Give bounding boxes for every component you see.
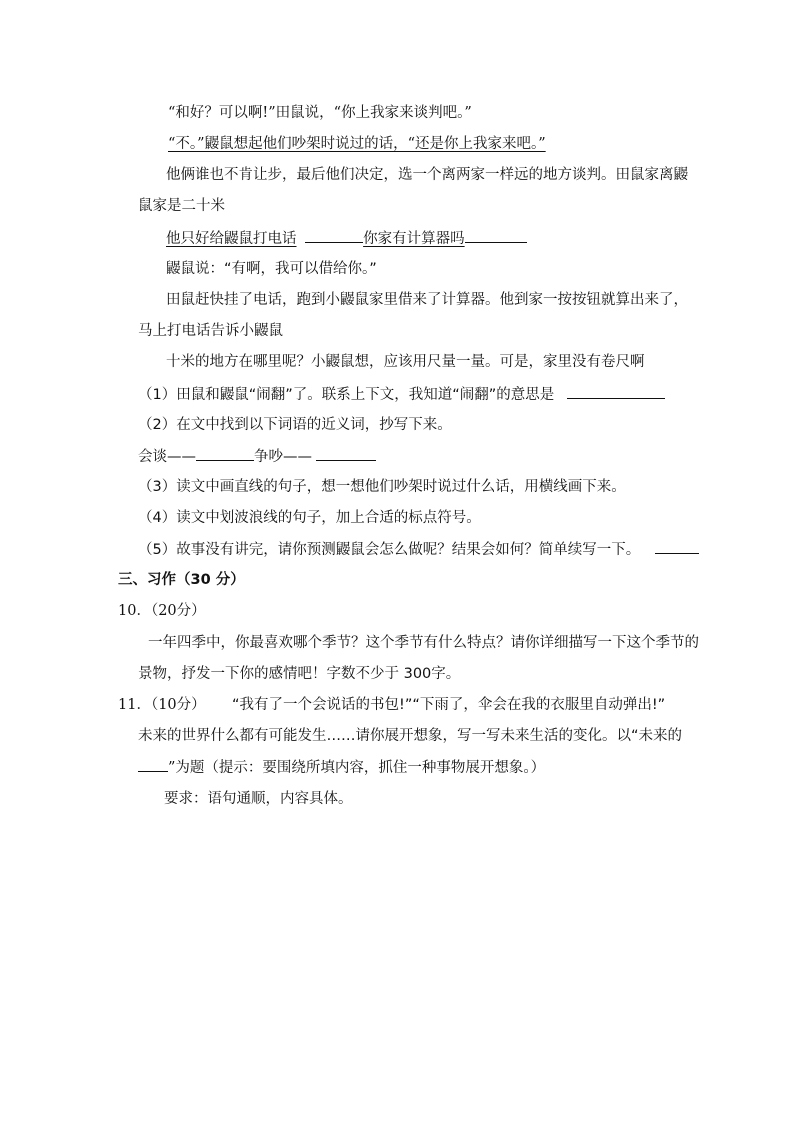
question-5: （5）故事没有讲完，请你预测鼹鼠会怎么做呢？结果会如何？简单续写一下。: [138, 539, 699, 560]
passage-line-4: 鼠家是二十米: [138, 198, 225, 214]
title-blank[interactable]: [138, 757, 168, 772]
answer-blank[interactable]: [316, 446, 376, 461]
passage-line-2-underlined: “不。”鼹鼠想起他们吵架时说过的话，“还是你上我家来吧。”: [168, 136, 546, 152]
question-1: （1）田鼠和鼹鼠“闹翻”了。联系上下文，我知道“闹翻”的意思是: [138, 384, 665, 405]
section-heading: 三、习作（30 分）: [118, 572, 245, 588]
passage-line-7: 田鼠赶快挂了电话，跑到小鼹鼠家里借来了计算器。他到家一按按钮就算出来了，: [166, 292, 688, 308]
answer-blank[interactable]: [305, 228, 363, 243]
passage-line-6: 鼹鼠说：“有啊，我可以借给你。”: [166, 261, 377, 277]
answer-blank[interactable]: [196, 446, 254, 461]
passage-line-8: 马上打电话告诉小鼹鼠: [138, 323, 283, 339]
question-11-line-2: 未来的世界什么都有可能发生……请你展开想象，写一写未来生活的变化。以“未来的: [138, 728, 683, 744]
answer-blank[interactable]: [567, 384, 665, 399]
passage-line-5: [166, 228, 527, 249]
question-2: （2）在文中找到以下词语的近义词，抄写下来。: [138, 417, 452, 433]
question-2-words: 会谈—— 争吵——: [138, 446, 376, 467]
question-10-label: 10．（20分）: [118, 603, 206, 619]
question-11-requirement: 要求：语句通顺，内容具体。: [164, 791, 353, 807]
question-3: （3）读文中画直线的句子，想一想他们吵架时说过什么话，用横线画下来。: [138, 479, 626, 495]
passage-line-1: “和好？可以啊!”田鼠说，“你上我家来谈判吧。”: [168, 105, 472, 121]
answer-blank[interactable]: [655, 539, 699, 554]
question-4: （4）读文中划波浪线的句子，加上合适的标点符号。: [138, 510, 481, 526]
question-11-line-1: “我有了一个会说话的书包!”“下雨了，伞会在我的衣服里自动弹出!”: [232, 697, 666, 713]
question-10-line-2: 景物，抒发一下你的感情吧！字数不少于 300字。: [138, 666, 461, 682]
question-11-line-3: ”为题（提示：要围绕所填内容，抓住一种事物展开想象。）: [138, 757, 545, 778]
answer-blank[interactable]: [465, 228, 527, 243]
question-11-label: 11．（10分）: [118, 697, 206, 713]
passage-line-3: 他俩谁也不肯让步，最后他们决定，选一个离两家一样远的地方谈判。田鼠家离鼹: [166, 167, 688, 183]
phone-call-text: 他只好给鼹鼠打电话: [166, 231, 297, 247]
passage-line-9: 十米的地方在哪里呢？小鼹鼠想，应该用尺量一量。可是，家里没有卷尺啊: [166, 354, 645, 370]
calculator-question: 你家有计算器吗: [363, 231, 465, 247]
question-10-line-1: 一年四季中，你最喜欢哪个季节？这个季节有什么特点？请你详细描写一下这个季节的: [148, 635, 699, 651]
